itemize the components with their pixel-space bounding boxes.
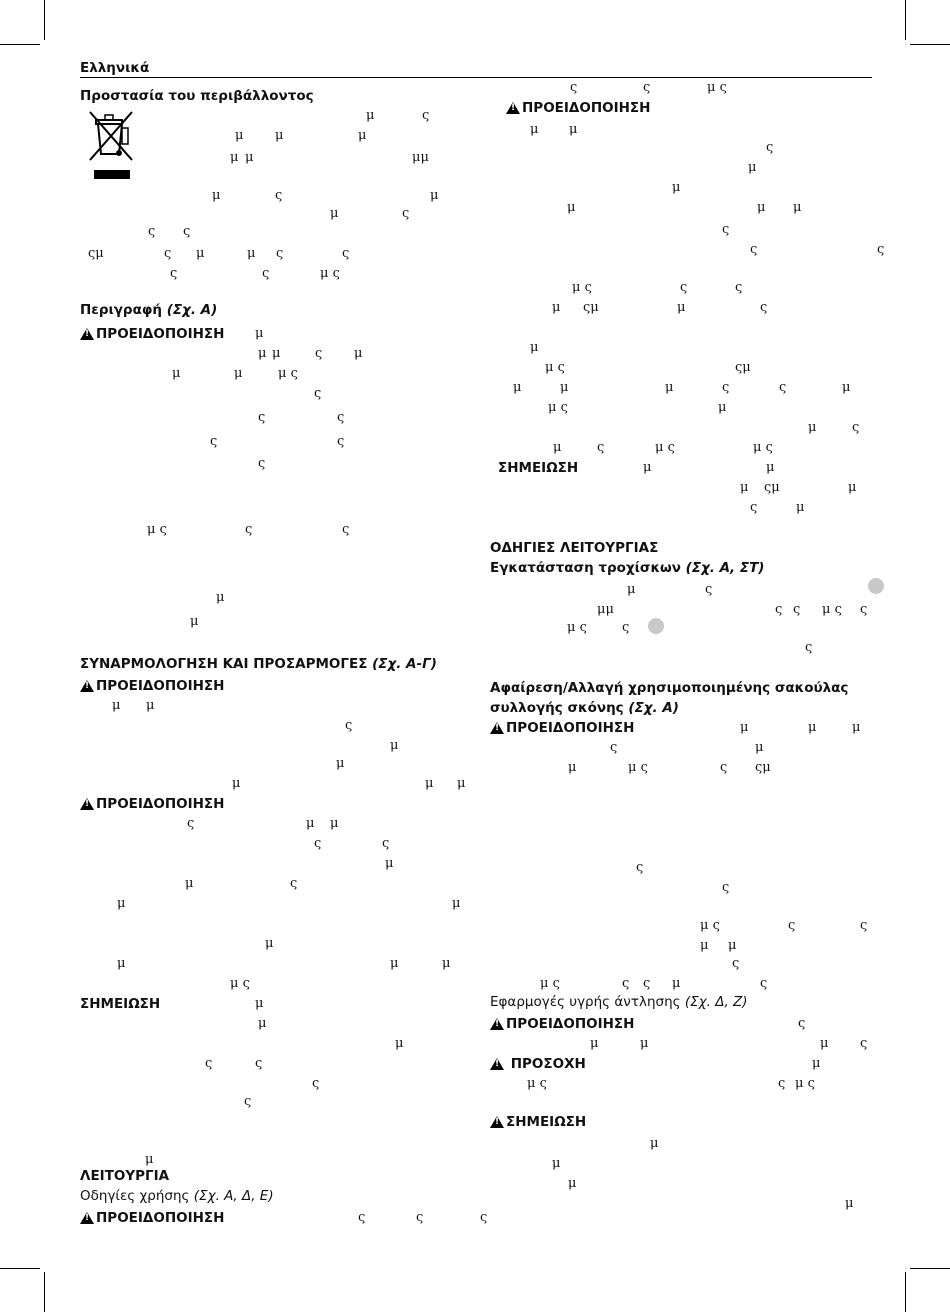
- text-fragment: μ: [390, 956, 399, 971]
- env-title: Προστασία του περιβάλλοντος: [80, 88, 314, 104]
- text-fragment: ς: [312, 1076, 320, 1091]
- text-fragment: μ: [848, 480, 857, 495]
- text-fragment: ς: [315, 346, 323, 361]
- text-fragment: μ: [235, 128, 244, 143]
- warning-icon: [80, 680, 94, 692]
- text-fragment: μ: [358, 128, 367, 143]
- text-fragment: ς: [148, 224, 156, 239]
- crop-mark: [905, 0, 906, 40]
- text-fragment: ς: [258, 410, 266, 425]
- warning-label: ! ΠΡΟΕΙΔΟΠΟΙΗΣΗ: [80, 1210, 224, 1226]
- text-fragment: ς: [205, 1056, 213, 1071]
- text-fragment: ςμ: [583, 300, 599, 315]
- callout-marker: [868, 578, 884, 594]
- text-fragment: μ: [643, 460, 652, 475]
- text-fragment: μ: [755, 740, 764, 755]
- text-fragment: ς: [255, 1056, 263, 1071]
- usage-title: Οδηγίες χρήσης (Σχ. Α, Δ, Ε): [80, 1188, 274, 1204]
- text-fragment: μ: [748, 160, 757, 175]
- text-fragment: μ: [650, 1136, 659, 1151]
- text-fragment: ς: [314, 836, 322, 851]
- text-fragment: μ: [568, 1176, 577, 1191]
- text-fragment: ς: [570, 80, 578, 95]
- warning-icon: [490, 1058, 504, 1070]
- text-fragment: ς: [314, 386, 322, 401]
- text-fragment: μ: [234, 366, 243, 381]
- text-fragment: ς: [610, 740, 618, 755]
- text-fragment: μ: [190, 614, 199, 629]
- warning-icon: [490, 1116, 504, 1128]
- text-fragment: μ: [740, 720, 749, 735]
- text-fragment: ς: [788, 918, 796, 933]
- text-fragment: ς: [722, 222, 730, 237]
- text-fragment: ς: [382, 836, 390, 851]
- crop-mark: [44, 0, 45, 40]
- warning-label: ! ΠΡΟΕΙΔΟΠΟΙΗΣΗ: [80, 678, 224, 694]
- warning-icon: [80, 1212, 94, 1224]
- text-fragment: ς: [778, 1076, 786, 1091]
- text-fragment: μ: [808, 420, 817, 435]
- text-fragment: μ: [590, 1036, 599, 1051]
- text-fragment: ςμ: [755, 760, 771, 775]
- text-fragment: ς: [722, 380, 730, 395]
- text-fragment: μ ς: [320, 266, 340, 281]
- text-fragment: ς: [722, 880, 730, 895]
- text-fragment: μ ς: [795, 1076, 815, 1091]
- text-fragment: μ: [145, 1152, 154, 1167]
- text-fragment: μ: [442, 956, 451, 971]
- text-fragment: ς: [805, 640, 813, 655]
- text-fragment: μ: [513, 380, 522, 395]
- text-fragment: μ: [569, 122, 578, 137]
- text-fragment: ς: [402, 206, 410, 221]
- note-label: ! ΣΗΜΕΙΩΣΗ: [490, 1114, 586, 1130]
- text-fragment: μ ς: [527, 1076, 547, 1091]
- text-fragment: ς: [852, 420, 860, 435]
- text-fragment: μ: [812, 1056, 821, 1071]
- text-fragment: ς: [342, 246, 350, 261]
- text-fragment: ς: [245, 522, 253, 537]
- text-fragment: ς: [170, 266, 178, 281]
- bag-title-line1: Αφαίρεση/Αλλαγή χρησιμοποιημένης σακούλας: [490, 680, 849, 696]
- operation-title: ΛΕΙΤΟΥΡΓΙΑ: [80, 1168, 170, 1184]
- text-fragment: μ ς: [572, 280, 592, 295]
- text-fragment: μ ς: [707, 80, 727, 95]
- text-fragment: μ: [845, 1196, 854, 1211]
- text-fragment: ς: [597, 440, 605, 455]
- callout-marker: [648, 618, 664, 634]
- text-fragment: μ: [700, 938, 709, 953]
- crossed-bin-icon: [86, 106, 140, 182]
- text-fragment: μ ς: [567, 620, 587, 635]
- text-fragment: ς: [164, 246, 172, 261]
- text-fragment: ς: [622, 976, 630, 991]
- text-fragment: μ: [196, 246, 205, 261]
- text-fragment: μ ς: [753, 440, 773, 455]
- text-fragment: ς: [342, 522, 350, 537]
- desc-title: Περιγραφή (Σχ. Α): [80, 302, 218, 318]
- note-label: ΣΗΜΕΙΩΣΗ: [498, 460, 579, 476]
- text-fragment: μ: [172, 366, 181, 381]
- text-fragment: μ: [385, 856, 394, 871]
- text-fragment: μ: [336, 756, 345, 771]
- text-fragment: ς: [643, 80, 651, 95]
- text-fragment: ςμ: [764, 480, 780, 495]
- text-fragment: ς: [275, 188, 283, 203]
- text-fragment: μ ς: [822, 602, 842, 617]
- warning-label: ! ΠΡΟΕΙΔΟΠΟΙΗΣΗ: [506, 100, 650, 116]
- text-fragment: μ: [560, 380, 569, 395]
- text-fragment: ς: [877, 242, 885, 257]
- warning-icon: [80, 328, 94, 340]
- text-fragment: ς: [276, 246, 284, 261]
- text-fragment: μ: [185, 876, 194, 891]
- text-fragment: μ: [117, 956, 126, 971]
- text-fragment: ς: [337, 410, 345, 425]
- text-fragment: ς: [732, 956, 740, 971]
- text-fragment: μ: [718, 400, 727, 415]
- text-fragment: μ: [640, 1036, 649, 1051]
- text-fragment: ς: [793, 602, 801, 617]
- text-fragment: ς: [860, 602, 868, 617]
- text-fragment: μ: [117, 896, 126, 911]
- text-fragment: μ ς: [628, 760, 648, 775]
- text-fragment: μ: [430, 188, 439, 203]
- warning-label: ! ΠΡΟΕΙΔΟΠΟΙΗΣΗ: [80, 326, 224, 342]
- text-fragment: ς: [345, 718, 353, 733]
- text-fragment: μ: [530, 122, 539, 137]
- text-fragment: ς: [337, 434, 345, 449]
- text-fragment: ς: [258, 456, 266, 471]
- text-fragment: μ: [842, 380, 851, 395]
- op-instructions-title: ΟΔΗΓΙΕΣ ΛΕΙΤΟΥΡΓΙΑΣ: [490, 540, 659, 556]
- text-fragment: ς: [735, 280, 743, 295]
- warning-label: ! ΠΡΟΕΙΔΟΠΟΙΗΣΗ: [490, 1016, 634, 1032]
- text-fragment: μ: [216, 590, 225, 605]
- text-fragment: μ ς: [548, 400, 568, 415]
- text-fragment: μ: [552, 1156, 561, 1171]
- text-fragment: μ ς: [278, 366, 298, 381]
- text-fragment: μ: [265, 936, 274, 951]
- crop-mark: [0, 44, 40, 45]
- text-fragment: μ: [245, 150, 254, 165]
- text-fragment: μ ς: [540, 976, 560, 991]
- text-fragment: μ: [112, 698, 121, 713]
- text-fragment: μ ς: [545, 360, 565, 375]
- warning-icon: [490, 1018, 504, 1030]
- text-fragment: μ: [255, 326, 264, 341]
- text-fragment: μ: [232, 776, 241, 791]
- text-fragment: ς: [290, 876, 298, 891]
- text-fragment: ς: [183, 224, 191, 239]
- text-fragment: ς: [750, 242, 758, 257]
- crop-mark: [905, 1272, 906, 1312]
- text-fragment: μ: [728, 938, 737, 953]
- warning-label: ! ΠΡΟΕΙΔΟΠΟΙΗΣΗ: [490, 720, 634, 736]
- text-fragment: μ: [330, 206, 339, 221]
- warning-label: ! ΠΡΟΕΙΔΟΠΟΙΗΣΗ: [80, 796, 224, 812]
- text-fragment: ς: [622, 620, 630, 635]
- text-fragment: ς: [643, 976, 651, 991]
- text-fragment: μ: [275, 128, 284, 143]
- text-fragment: μ: [425, 776, 434, 791]
- text-fragment: μ: [627, 582, 636, 597]
- warning-icon: [80, 798, 94, 810]
- text-fragment: μμ: [412, 150, 429, 165]
- text-fragment: μ: [258, 346, 267, 361]
- text-fragment: μ: [146, 698, 155, 713]
- text-fragment: μ: [820, 1036, 829, 1051]
- text-fragment: μ ς: [230, 976, 250, 991]
- text-fragment: ς: [705, 582, 713, 597]
- text-fragment: μ: [672, 180, 681, 195]
- wheels-title: Εγκατάσταση τροχίσκων (Σχ. Α, ΣΤ): [490, 560, 765, 576]
- text-fragment: ςμ: [735, 360, 751, 375]
- text-fragment: μ: [567, 200, 576, 215]
- text-fragment: μ ς: [700, 918, 720, 933]
- text-fragment: μ: [457, 776, 466, 791]
- text-fragment: μ: [247, 246, 256, 261]
- text-fragment: ς: [210, 434, 218, 449]
- text-fragment: μ ς: [147, 522, 167, 537]
- text-fragment: ς: [358, 1210, 366, 1225]
- text-fragment: ς: [798, 1016, 806, 1031]
- text-fragment: ς: [244, 1094, 252, 1109]
- text-fragment: μ: [852, 720, 861, 735]
- warning-icon: [490, 722, 504, 734]
- crop-mark: [910, 44, 950, 45]
- text-fragment: μ: [530, 340, 539, 355]
- text-fragment: ς: [480, 1210, 488, 1225]
- text-fragment: μ: [568, 760, 577, 775]
- text-fragment: μ: [212, 188, 221, 203]
- text-fragment: ς: [636, 860, 644, 875]
- text-fragment: μ: [552, 300, 561, 315]
- text-fragment: μ: [395, 1036, 404, 1051]
- wet-title: Εφαρμογές υγρής άντλησης (Σχ. Δ, Ζ): [490, 994, 748, 1010]
- text-fragment: μ: [255, 996, 264, 1011]
- text-fragment: ς: [720, 760, 728, 775]
- text-fragment: μ: [793, 200, 802, 215]
- text-fragment: ς: [750, 500, 758, 515]
- text-fragment: μ: [766, 460, 775, 475]
- text-fragment: μ: [390, 738, 399, 753]
- text-fragment: ς: [779, 380, 787, 395]
- text-fragment: ς: [766, 140, 774, 155]
- assembly-title: ΣΥΝΑΡΜΟΛΟΓΗΣΗ ΚΑΙ ΠΡΟΣΑΡΜΟΓΕΣ (Σχ. Α-Γ): [80, 656, 437, 672]
- text-fragment: μ: [258, 1016, 267, 1031]
- text-fragment: ς: [860, 1036, 868, 1051]
- text-fragment: μ: [354, 346, 363, 361]
- text-fragment: ς: [760, 300, 768, 315]
- text-fragment: μ: [740, 480, 749, 495]
- bag-title-line2: συλλογής σκόνης (Σχ. Α): [490, 700, 679, 716]
- text-fragment: μ: [808, 720, 817, 735]
- text-fragment: ς: [760, 976, 768, 991]
- text-fragment: ς: [262, 266, 270, 281]
- crop-mark: [0, 1268, 40, 1269]
- text-fragment: μ: [366, 108, 375, 123]
- text-fragment: μ: [452, 896, 461, 911]
- crop-mark: [910, 1268, 950, 1269]
- language-label: Ελληνικά: [80, 60, 150, 76]
- text-fragment: ς: [187, 816, 195, 831]
- text-fragment: μμ: [597, 602, 614, 617]
- text-fragment: ς: [422, 108, 430, 123]
- text-fragment: ς: [680, 280, 688, 295]
- note-label: ΣΗΜΕΙΩΣΗ: [80, 996, 161, 1012]
- text-fragment: μ: [230, 150, 239, 165]
- text-fragment: μ: [272, 346, 281, 361]
- text-fragment: ς: [860, 918, 868, 933]
- text-fragment: ςμ: [88, 246, 104, 261]
- text-fragment: μ: [757, 200, 766, 215]
- caution-label: ! ΠΡΟΣΟΧΗ: [490, 1056, 586, 1072]
- text-fragment: μ: [796, 500, 805, 515]
- crop-mark: [44, 1272, 45, 1312]
- header-rule: [80, 77, 872, 78]
- text-fragment: μ: [553, 440, 562, 455]
- warning-icon: [506, 102, 520, 114]
- text-fragment: μ ς: [655, 440, 675, 455]
- text-fragment: μ: [330, 816, 339, 831]
- text-fragment: μ: [672, 976, 681, 991]
- text-fragment: ς: [775, 602, 783, 617]
- text-fragment: μ: [665, 380, 674, 395]
- text-fragment: μ: [306, 816, 315, 831]
- text-fragment: μ: [677, 300, 686, 315]
- text-fragment: ς: [416, 1210, 424, 1225]
